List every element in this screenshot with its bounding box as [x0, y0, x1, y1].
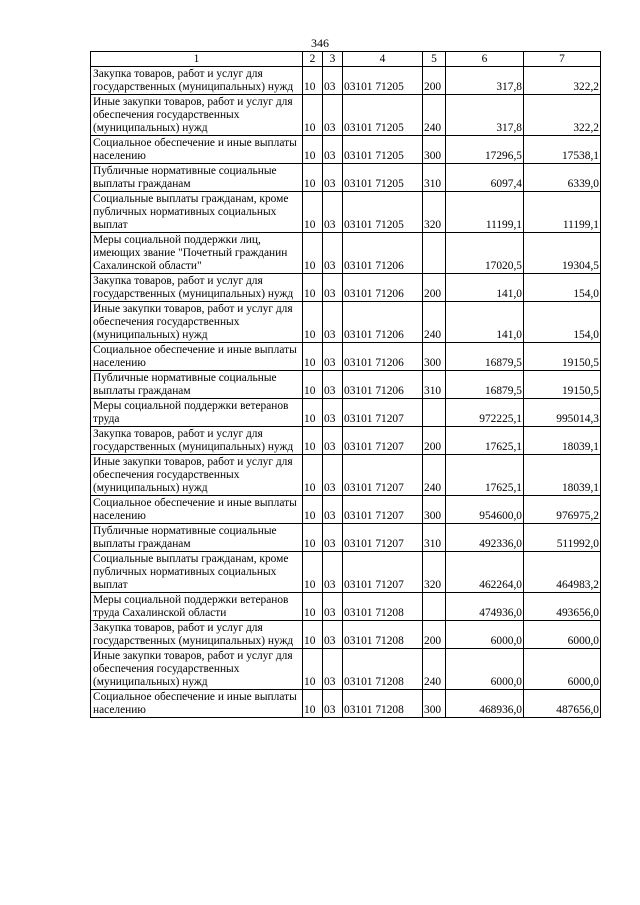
cell-amount-1: 17020,5 [446, 233, 524, 274]
cell-section: 10 [303, 524, 323, 552]
header-cell: 3 [323, 52, 343, 67]
cell-target-article: 03101 71205 [343, 192, 423, 233]
cell-target-article: 03101 71205 [343, 164, 423, 192]
cell-section: 10 [303, 371, 323, 399]
cell-section: 10 [303, 427, 323, 455]
cell-subsection: 03 [323, 496, 343, 524]
header-row [91, 52, 601, 67]
cell-name: Социальное обеспечение и иные выплаты населению [91, 690, 303, 718]
cell-section: 10 [303, 552, 323, 593]
cell-amount-2: 995014,3 [524, 399, 601, 427]
cell-amount-1: 492336,0 [446, 524, 524, 552]
cell-amount-2: 493656,0 [524, 593, 601, 621]
cell-amount-1: 317,8 [446, 95, 524, 136]
cell-expense-type: 240 [423, 95, 446, 136]
table-row [91, 233, 601, 274]
cell-amount-1: 468936,0 [446, 690, 524, 718]
cell-subsection: 03 [323, 552, 343, 593]
cell-expense-type: 200 [423, 274, 446, 302]
header-cell: 1 [91, 52, 303, 67]
cell-section: 10 [303, 343, 323, 371]
table-row [91, 593, 601, 621]
cell-expense-type: 300 [423, 496, 446, 524]
cell-amount-1: 17625,1 [446, 455, 524, 496]
cell-name: Меры социальной поддержки ветеранов труда [91, 399, 303, 427]
cell-subsection: 03 [323, 192, 343, 233]
cell-target-article: 03101 71207 [343, 552, 423, 593]
page-number: 346 [311, 36, 329, 50]
table-row [91, 136, 601, 164]
cell-amount-1: 16879,5 [446, 371, 524, 399]
table-row [91, 67, 601, 95]
cell-name: Публичные нормативные социальные выплаты гражданам [91, 371, 303, 399]
cell-target-article: 03101 71206 [343, 233, 423, 274]
cell-amount-1: 17296,5 [446, 136, 524, 164]
header-cell: 4 [343, 52, 423, 67]
cell-amount-2: 322,2 [524, 95, 601, 136]
cell-subsection: 03 [323, 67, 343, 95]
cell-target-article: 03101 71205 [343, 67, 423, 95]
cell-expense-type: 320 [423, 192, 446, 233]
cell-target-article: 03101 71208 [343, 649, 423, 690]
cell-section: 10 [303, 136, 323, 164]
table-row [91, 621, 601, 649]
cell-section: 10 [303, 649, 323, 690]
cell-subsection: 03 [323, 164, 343, 192]
cell-subsection: 03 [323, 95, 343, 136]
cell-subsection: 03 [323, 136, 343, 164]
cell-amount-2: 18039,1 [524, 427, 601, 455]
cell-section: 10 [303, 593, 323, 621]
cell-amount-1: 6000,0 [446, 649, 524, 690]
table-row [91, 649, 601, 690]
cell-target-article: 03101 71208 [343, 621, 423, 649]
cell-subsection: 03 [323, 690, 343, 718]
table-row [91, 164, 601, 192]
cell-name: Иные закупки товаров, работ и услуг для обеспечения государственных (муниципальных) нужд [91, 455, 303, 496]
cell-amount-2: 154,0 [524, 274, 601, 302]
cell-name: Социальное обеспечение и иные выплаты населению [91, 496, 303, 524]
cell-amount-2: 6000,0 [524, 649, 601, 690]
cell-name: Социальные выплаты гражданам, кроме публичных нормативных социальных выплат [91, 552, 303, 593]
cell-subsection: 03 [323, 371, 343, 399]
cell-target-article: 03101 71207 [343, 427, 423, 455]
table-row [91, 496, 601, 524]
cell-target-article: 03101 71205 [343, 136, 423, 164]
cell-section: 10 [303, 496, 323, 524]
cell-expense-type [423, 233, 446, 274]
cell-subsection: 03 [323, 343, 343, 371]
cell-amount-1: 16879,5 [446, 343, 524, 371]
cell-amount-2: 11199,1 [524, 192, 601, 233]
cell-name: Социальное обеспечение и иные выплаты населению [91, 343, 303, 371]
cell-amount-2: 19304,5 [524, 233, 601, 274]
cell-expense-type: 310 [423, 371, 446, 399]
cell-amount-1: 954600,0 [446, 496, 524, 524]
cell-name: Социальное обеспечение и иные выплаты населению [91, 136, 303, 164]
cell-amount-2: 19150,5 [524, 343, 601, 371]
cell-section: 10 [303, 233, 323, 274]
cell-name: Закупка товаров, работ и услуг для государственных (муниципальных) нужд [91, 621, 303, 649]
cell-subsection: 03 [323, 649, 343, 690]
table-row [91, 455, 601, 496]
table-row [91, 427, 601, 455]
cell-amount-1: 6097,4 [446, 164, 524, 192]
cell-name: Иные закупки товаров, работ и услуг для обеспечения государственных (муниципальных) нужд [91, 649, 303, 690]
cell-section: 10 [303, 302, 323, 343]
cell-subsection: 03 [323, 399, 343, 427]
cell-amount-2: 19150,5 [524, 371, 601, 399]
table-row [91, 552, 601, 593]
table-row [91, 690, 601, 718]
cell-amount-1: 972225,1 [446, 399, 524, 427]
cell-name: Закупка товаров, работ и услуг для государственных (муниципальных) нужд [91, 274, 303, 302]
cell-section: 10 [303, 621, 323, 649]
cell-amount-1: 17625,1 [446, 427, 524, 455]
cell-subsection: 03 [323, 302, 343, 343]
cell-section: 10 [303, 95, 323, 136]
cell-amount-2: 487656,0 [524, 690, 601, 718]
table-row [91, 524, 601, 552]
cell-target-article: 03101 71206 [343, 371, 423, 399]
cell-subsection: 03 [323, 233, 343, 274]
table-row [91, 343, 601, 371]
cell-target-article: 03101 71207 [343, 455, 423, 496]
cell-amount-1: 317,8 [446, 67, 524, 95]
cell-name: Закупка товаров, работ и услуг для государственных (муниципальных) нужд [91, 427, 303, 455]
cell-amount-1: 6000,0 [446, 621, 524, 649]
cell-name: Меры социальной поддержки лиц, имеющих звание "Почетный гражданин Сахалинской области" [91, 233, 303, 274]
cell-name: Иные закупки товаров, работ и услуг для обеспечения государственных (муниципальных) нужд [91, 95, 303, 136]
cell-section: 10 [303, 399, 323, 427]
cell-expense-type [423, 399, 446, 427]
cell-section: 10 [303, 192, 323, 233]
cell-amount-2: 976975,2 [524, 496, 601, 524]
header-cell: 2 [303, 52, 323, 67]
cell-amount-2: 18039,1 [524, 455, 601, 496]
table-row [91, 302, 601, 343]
cell-amount-2: 322,2 [524, 67, 601, 95]
cell-amount-2: 6339,0 [524, 164, 601, 192]
cell-expense-type: 200 [423, 67, 446, 95]
table-row [91, 399, 601, 427]
cell-name: Публичные нормативные социальные выплаты гражданам [91, 164, 303, 192]
table-row [91, 371, 601, 399]
cell-subsection: 03 [323, 621, 343, 649]
table-row [91, 192, 601, 233]
budget-table [90, 51, 601, 718]
cell-section: 10 [303, 67, 323, 95]
cell-amount-2: 6000,0 [524, 621, 601, 649]
cell-target-article: 03101 71208 [343, 593, 423, 621]
cell-amount-1: 462264,0 [446, 552, 524, 593]
cell-expense-type: 240 [423, 302, 446, 343]
cell-amount-2: 464983,2 [524, 552, 601, 593]
cell-amount-1: 141,0 [446, 274, 524, 302]
cell-amount-1: 11199,1 [446, 192, 524, 233]
cell-section: 10 [303, 690, 323, 718]
cell-section: 10 [303, 455, 323, 496]
header-cell: 6 [446, 52, 524, 67]
cell-subsection: 03 [323, 455, 343, 496]
cell-expense-type: 300 [423, 690, 446, 718]
cell-target-article: 03101 71206 [343, 343, 423, 371]
cell-expense-type: 200 [423, 621, 446, 649]
cell-expense-type: 200 [423, 427, 446, 455]
cell-expense-type: 300 [423, 136, 446, 164]
cell-name: Публичные нормативные социальные выплаты гражданам [91, 524, 303, 552]
cell-target-article: 03101 71206 [343, 302, 423, 343]
cell-name: Закупка товаров, работ и услуг для государственных (муниципальных) нужд [91, 67, 303, 95]
cell-section: 10 [303, 164, 323, 192]
cell-target-article: 03101 71206 [343, 274, 423, 302]
cell-amount-2: 154,0 [524, 302, 601, 343]
cell-amount-1: 141,0 [446, 302, 524, 343]
cell-target-article: 03101 71205 [343, 95, 423, 136]
cell-name: Социальные выплаты гражданам, кроме публичных нормативных социальных выплат [91, 192, 303, 233]
table-row [91, 274, 601, 302]
header-cell: 7 [524, 52, 601, 67]
cell-expense-type: 320 [423, 552, 446, 593]
cell-name: Меры социальной поддержки ветеранов труда Сахалинской области [91, 593, 303, 621]
cell-name: Иные закупки товаров, работ и услуг для обеспечения государственных (муниципальных) нужд [91, 302, 303, 343]
cell-subsection: 03 [323, 524, 343, 552]
cell-expense-type [423, 593, 446, 621]
cell-amount-1: 474936,0 [446, 593, 524, 621]
cell-target-article: 03101 71208 [343, 690, 423, 718]
cell-target-article: 03101 71207 [343, 399, 423, 427]
cell-subsection: 03 [323, 274, 343, 302]
cell-target-article: 03101 71207 [343, 524, 423, 552]
cell-target-article: 03101 71207 [343, 496, 423, 524]
cell-subsection: 03 [323, 427, 343, 455]
cell-amount-2: 511992,0 [524, 524, 601, 552]
cell-section: 10 [303, 274, 323, 302]
cell-amount-2: 17538,1 [524, 136, 601, 164]
cell-subsection: 03 [323, 593, 343, 621]
cell-expense-type: 300 [423, 343, 446, 371]
header-cell: 5 [423, 52, 446, 67]
cell-expense-type: 240 [423, 455, 446, 496]
cell-expense-type: 240 [423, 649, 446, 690]
table-row [91, 95, 601, 136]
cell-expense-type: 310 [423, 524, 446, 552]
cell-expense-type: 310 [423, 164, 446, 192]
